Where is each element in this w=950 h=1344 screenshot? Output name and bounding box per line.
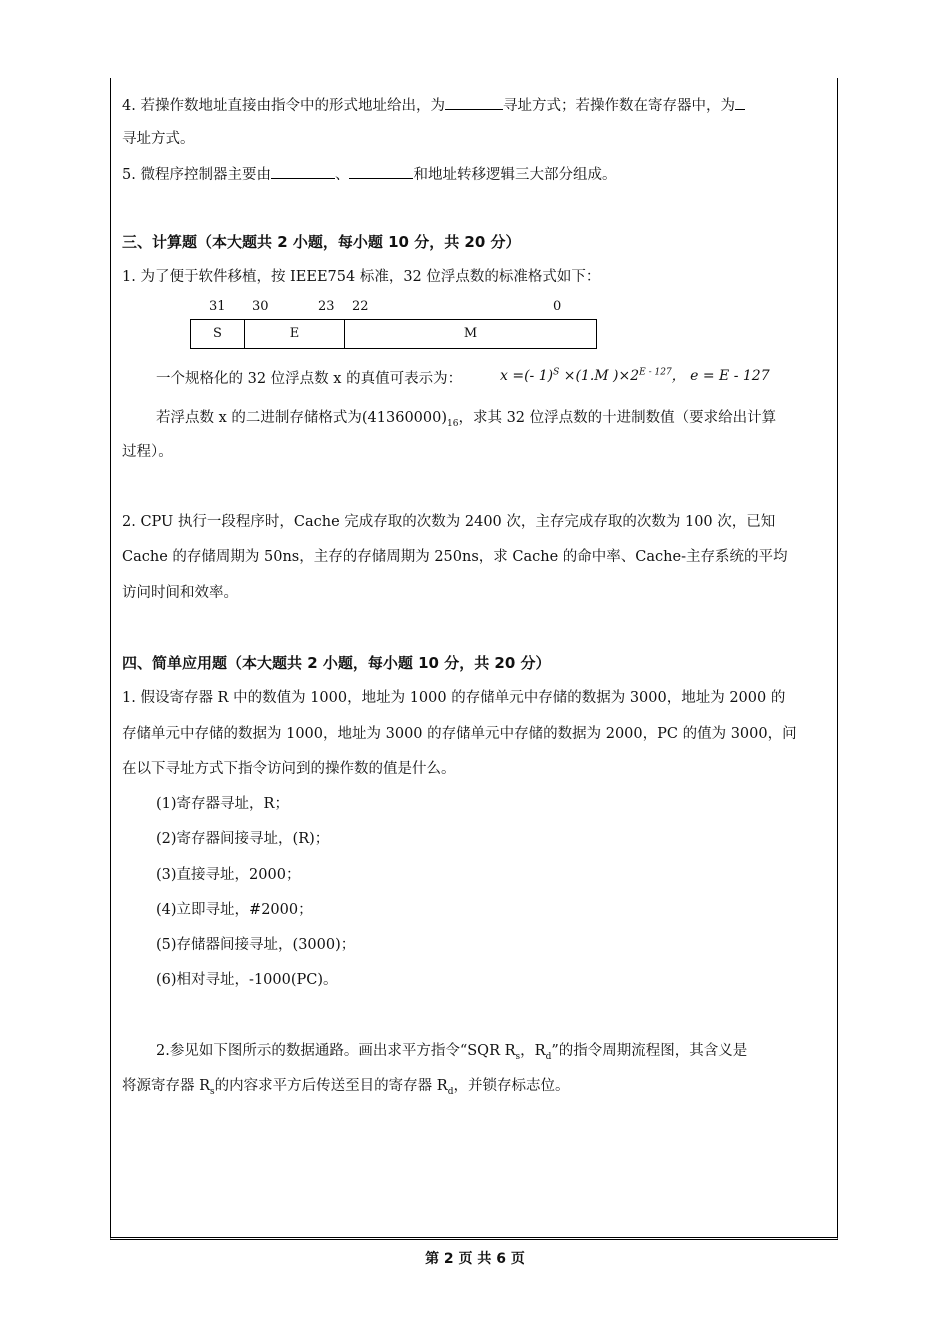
list-item: (5)存储器间接寻址，(3000)；: [156, 937, 356, 953]
field-mantissa: M: [344, 319, 597, 349]
section-4-title: 四、简单应用题（本大题共 2 小题，每小题 10 分，共 20 分）: [122, 654, 551, 672]
section-3-q1-ask-cont: 过程）。: [122, 444, 173, 460]
bit-label-31: 31: [209, 299, 226, 314]
section-3-q2: 2. CPU 执行一段程序时，Cache 完成存取的次数为 2400 次，主存完成存取的次数为 100 次，已知: [122, 514, 776, 530]
list-item: (3)直接寻址，2000；: [156, 867, 301, 883]
list-item: (6)相对寻址，-1000(PC)。: [156, 972, 338, 988]
section-3-q2-line3: 访问时间和效率。: [122, 585, 238, 601]
float-formula: x =(- 1)$^S$ ×(1.M )$\times 2^{E - 127}$， e = E - 127: [500, 367, 770, 384]
section-4-q2-line2: 将源寄存器 $R_s$的内容求平方后传送至目的寄存器 $R_d$，并锁存标志位。: [122, 1078, 570, 1097]
page-number: 第 2 页 共 6 页: [425, 1251, 525, 1267]
section-4-q1-line3: 在以下寻址方式下指令访问到的操作数的值是什么。: [122, 761, 456, 777]
list-item: (1)寄存器寻址，R；: [156, 796, 289, 812]
field-exponent: E: [244, 319, 345, 349]
list-item: (4)立即寻址，#2000；: [156, 902, 313, 918]
bit-label-0: 0: [553, 299, 562, 314]
section-4-q2: 2.参见如下图所示的数据通路。画出求平方指令“SQR $R_s$，$R_d$”的指令周期流程图，其含义是: [156, 1043, 748, 1062]
section-3-q1: 1. 为了便于软件移植，按 IEEE754 标准，32 位浮点数的标准格式如下：: [122, 269, 601, 285]
field-sign: S: [190, 319, 245, 349]
bit-label-23: 23: [318, 299, 335, 314]
section-3-q2-line2: Cache 的存储周期为 50ns，主存的存储周期为 250ns，求 Cache 的命中率、Cache-主存系统的平均: [122, 549, 788, 565]
section-3-title: 三、计算题（本大题共 2 小题，每小题 10 分，共 20 分）: [122, 233, 521, 251]
formula-intro: 一个规格化的 32 位浮点数 x 的真值可表示为：: [156, 371, 463, 387]
question-4-cont: 寻址方式。: [122, 131, 195, 147]
question-5: 5. 微程序控制器主要由 、 和地址转移逻辑三大部分组成。: [122, 164, 616, 184]
question-4: 4. 若操作数地址直接由指令中的形式地址给出，为 寻址方式；若操作数在寄存器中，为: [122, 95, 745, 115]
section-4-q1-line2: 存储单元中存储的数据为 1000，地址为 3000 的存储单元中存储的数据为 2000，PC 的值为 3000，问: [122, 726, 797, 742]
section-3-q1-ask: 若浮点数 x 的二进制存储格式为$(41360000)_{16}$，求其 32 位浮点数的十进制数值（要求给出计算: [156, 410, 777, 429]
bit-label-22: 22: [352, 299, 369, 314]
bit-label-30: 30: [252, 299, 269, 314]
list-item: (2)寄存器间接寻址，(R)；: [156, 831, 330, 847]
section-4-q1: 1. 假设寄存器 R 中的数值为 1000，地址为 1000 的存储单元中存储的数据为 3000，地址为 2000 的: [122, 690, 786, 706]
